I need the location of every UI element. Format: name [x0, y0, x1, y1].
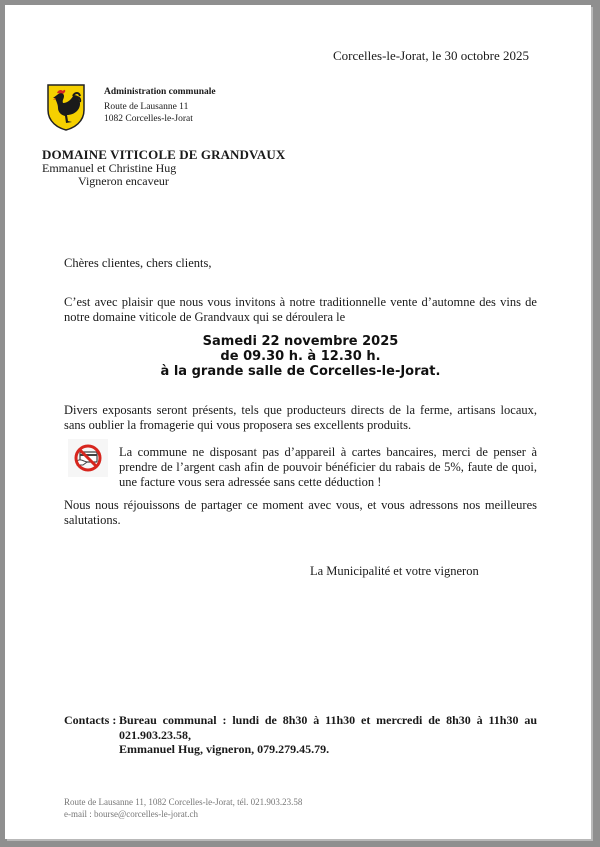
event-time: de 09.30 h. à 12.30 h.: [220, 349, 381, 364]
recipient-name: DOMAINE VITICOLE DE GRANDVAUX: [42, 147, 286, 162]
footer-address: Route de Lausanne 11, 1082 Corcelles-le-Jorat, tél. 021.903.23.58: [64, 797, 303, 807]
contacts-block: [119, 713, 537, 757]
contacts-office-hours: Bureau communal : lundi de 8h30 à 11h30 et mercredi de 8h30 à 11h30 au: [119, 713, 537, 727]
closing-paragraph: Nous nous réjouissons de partager ce moment avec vous, et vous adressons nos meilleures salutations.: [64, 498, 537, 527]
invitation-paragraph: C’est avec plaisir que nous vous invitons à notre traditionnelle vente d’automne des vins de notre domaine viticole de Grandvaux qui se déroulera le: [64, 295, 537, 324]
recipient-owners: Emmanuel et Christine Hug: [42, 161, 177, 175]
sender-address-line1: Route de Lausanne 11: [104, 102, 189, 112]
contacts-vigneron: Emmanuel Hug, vigneron, 079.279.45.79.: [119, 742, 330, 756]
event-place: à la grande salle de Corcelles-le-Jorat.: [160, 364, 441, 379]
sender-title: Administration communale: [104, 87, 216, 97]
event-date: Samedi 22 novembre 2025: [202, 334, 399, 349]
recipient-role: Vigneron encaveur: [78, 174, 169, 188]
contacts-office-phone: 021.903.23.58,: [119, 727, 191, 742]
exhibitors-paragraph: Divers exposants seront présents, tels que producteurs directs de la ferme, artisans locaux, sans oublier la fromagerie qui vous proposera ses excellents produits.: [64, 403, 537, 432]
no-card-payment-icon: [68, 439, 108, 477]
contacts-label: Contacts :: [64, 713, 117, 727]
greeting: Chères clientes, chers clients,: [64, 256, 212, 270]
date-line: Corcelles-le-Jorat, le 30 octobre 2025: [333, 48, 530, 63]
payment-notice: La commune ne disposant pas d’appareil à cartes bancaires, merci de penser à prendre de l’argent cash afin de pouvoir bénéficier du rabais de 5%, faute de quoi, une facture vous sera adressée sans cette déduction !: [119, 445, 537, 489]
event-details: [64, 334, 537, 379]
sender-address-line2: 1082 Corcelles-le-Jorat: [104, 114, 193, 124]
footer-email: e-mail : bourse@corcelles-le-jorat.ch: [64, 808, 198, 819]
rooster-coat-of-arms-icon: [46, 84, 86, 131]
footer: [64, 797, 302, 820]
signature: La Municipalité et votre vigneron: [310, 564, 479, 578]
